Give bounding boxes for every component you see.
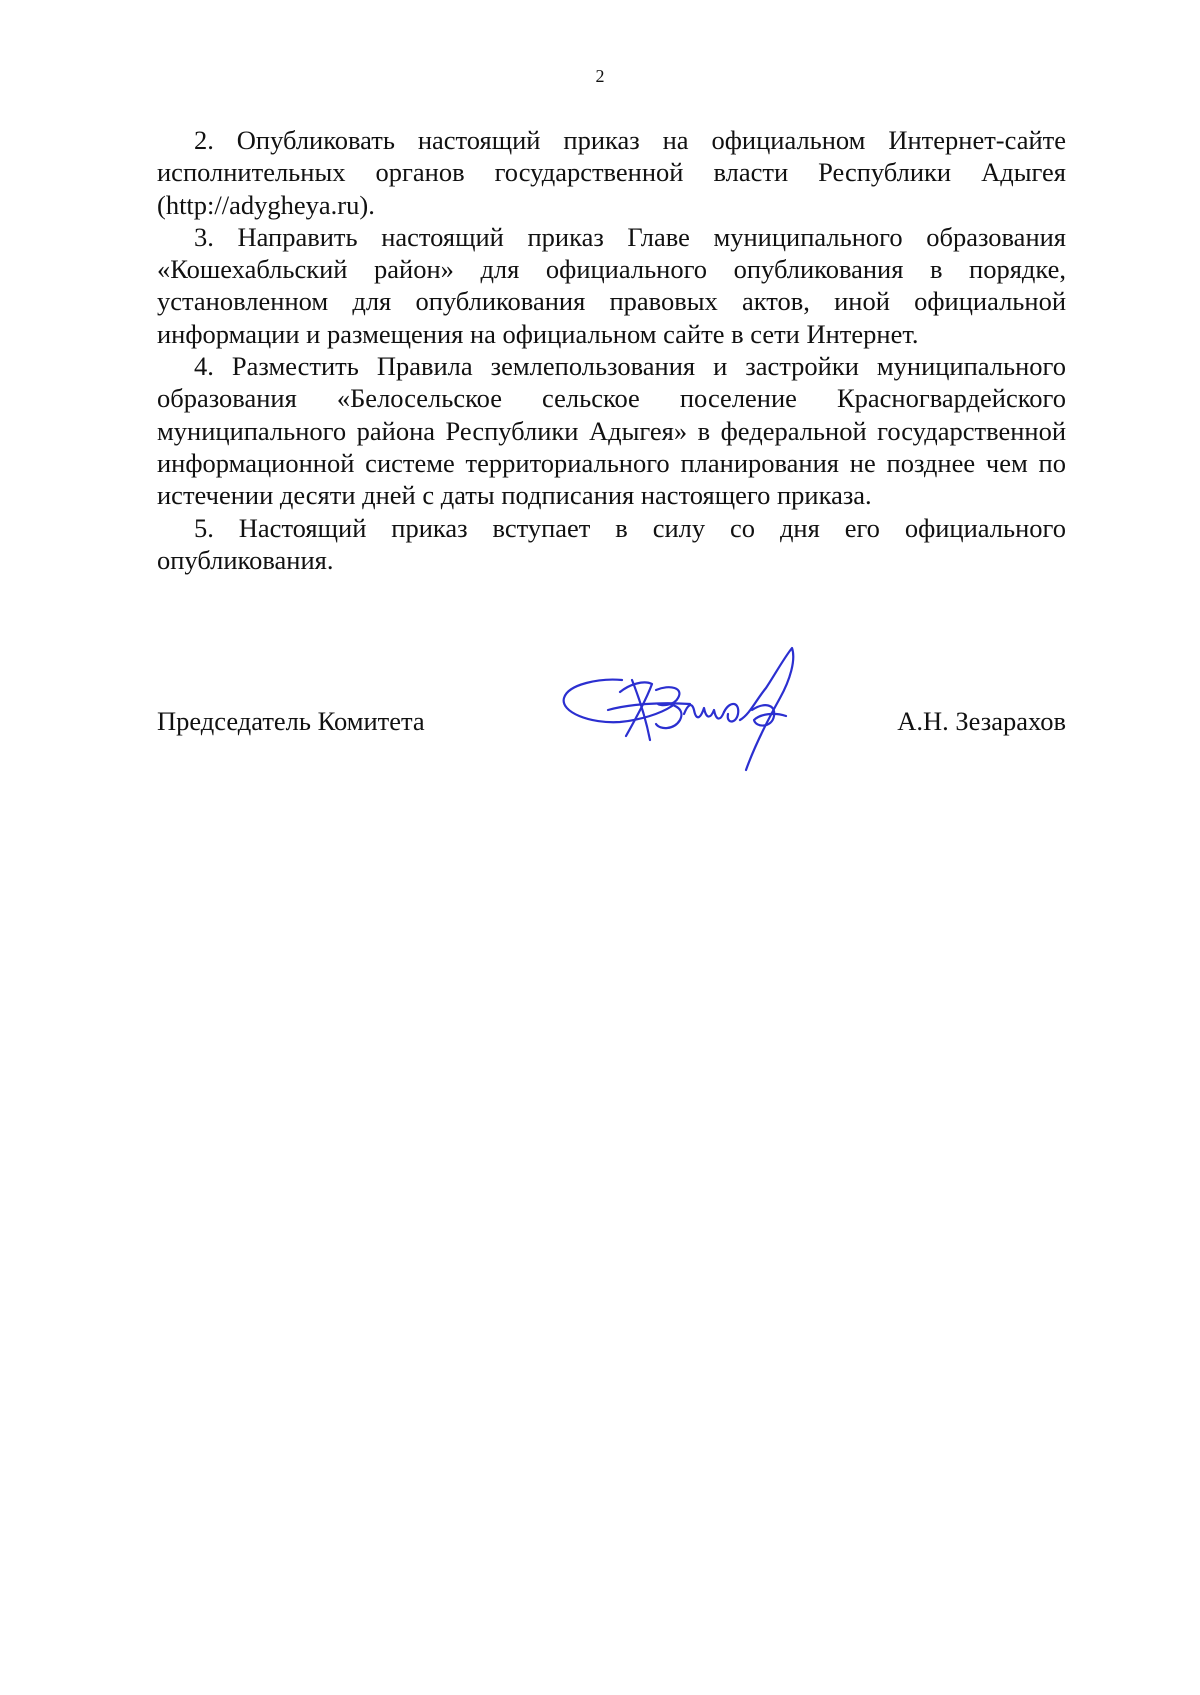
- paragraph-publish-site: 2. Опубликовать настоящий приказ на официальном Интернет-сайте исполнительных органов государственной власти Республики Адыгея (http://adygheya.ru).: [157, 125, 1066, 220]
- handwritten-signature: [560, 640, 830, 790]
- page-number: 2: [595, 66, 605, 86]
- paragraph-place-rules: 4. Разместить Правила землепользования и застройки муниципального образования «Белосельское сельское поселение Красногвардейского муниципального района Республики Адыгея» в федеральной государственной информационной системе территориального планирования не позднее чем по истечении десяти дней с даты подписания настоящего приказа.: [157, 351, 1066, 511]
- document-body: [157, 124, 1066, 576]
- signatory-position: Председатель Комитета: [157, 706, 425, 736]
- signatory-name: А.Н. Зезарахов: [897, 706, 1066, 736]
- paragraph-send-to-head: 3. Направить настоящий приказ Главе муниципального образования «Кошехабльский район» для официального опубликования в порядке, установленном для опубликования правовых актов, иной официальной информации и размещения на официальном сайте в сети Интернет.: [157, 221, 1066, 349]
- paragraph-effective-date: 5. Настоящий приказ вступает в силу со дня его официального опубликования.: [157, 512, 1066, 575]
